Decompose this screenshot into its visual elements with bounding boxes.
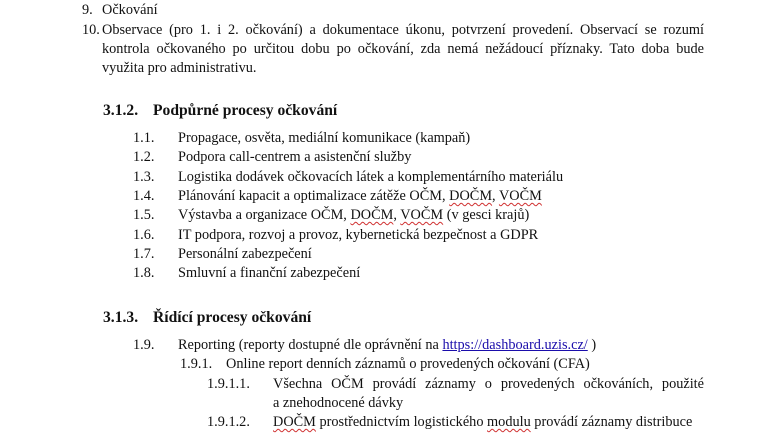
item-number: 1.8. [133, 265, 155, 281]
item-text [178, 187, 542, 206]
item-text: Smluvní a finanční zabezpečení [178, 265, 361, 281]
dashboard-link[interactable]: https://dashboard.uzis.cz/ [442, 337, 588, 353]
item-text: Podpora call-centrem a asistenční služby [178, 149, 412, 165]
subsubitem-number: 1.9.1.1. [207, 376, 250, 392]
item-number: 1.3. [133, 169, 155, 185]
spellcheck-word[interactable]: modulu [487, 414, 531, 430]
subsubitem-text: a znehodnocené dávky [273, 395, 404, 411]
item-text: Personální zabezpečení [178, 246, 312, 262]
text-run: (v gesci krajů) [443, 207, 530, 223]
spellcheck-word[interactable]: VOČM [400, 207, 444, 223]
text-run: provádí záznamy distribuce [530, 414, 693, 430]
text-run: ) [587, 337, 597, 353]
list-item-9-text: Očkování [102, 2, 158, 18]
subsubitem-number: 1.9.1.2. [207, 414, 250, 430]
spellcheck-word[interactable]: DOČM [273, 414, 316, 430]
item-number: 1.1. [133, 130, 155, 146]
item-text [178, 206, 529, 225]
item-text: IT podpora, rozvoj a provoz, kybernetická bezpečnost a GDPR [178, 227, 539, 243]
item-number: 1.4. [133, 188, 155, 204]
text-run: , [492, 188, 499, 204]
section-heading-title: Podpůrné procesy očkování [153, 102, 338, 119]
item-text: Propagace, osvěta, mediální komunikace (kampaň) [178, 130, 471, 146]
text-run: , [393, 207, 401, 223]
list-item-10-line: kontrola očkovaného po určitou dobu po očkování, zda nemá nežádoucí příznaky. Tato doba bude [102, 41, 704, 57]
item-number: 1.6. [133, 227, 155, 243]
list-number: 10. [82, 22, 100, 38]
spellcheck-word[interactable]: DOČM [449, 188, 493, 204]
section-heading-number: 3.1.2. [103, 102, 139, 119]
list-item-10-line: využita pro administrativu. [102, 60, 257, 76]
spellcheck-word[interactable]: VOČM [498, 188, 542, 204]
subitem-text: Online report denních záznamů o provedených očkování (CFA) [226, 356, 590, 372]
list-item-10-line: Observace (pro 1. i 2. očkování) a dokumentace úkonu, potvrzení provedení. Observací se rozumí [102, 22, 704, 38]
text-run: Plánování kapacit a optimalizace zátěže OČM, [178, 188, 450, 204]
section-heading-title: Řídící procesy očkování [153, 309, 312, 326]
item-text [178, 336, 596, 355]
text-run: prostřednictvím logistického [315, 414, 488, 430]
text-run: Reporting (reporty dostupné dle oprávnění na [178, 337, 443, 353]
item-number: 1.5. [133, 207, 155, 223]
text-run: Výstavba a organizace OČM, [178, 207, 351, 223]
item-number: 1.7. [133, 246, 155, 262]
item-number: 1.2. [133, 149, 155, 165]
subitem-number: 1.9.1. [180, 356, 213, 372]
item-number: 1.9. [133, 337, 155, 353]
subsubitem-text: Všechna OČM provádí záznamy o provedených očkováních, použité [273, 376, 704, 392]
list-number: 9. [82, 2, 93, 18]
subsubitem-text [273, 413, 692, 432]
spellcheck-word[interactable]: DOČM [350, 207, 394, 223]
list-item-9 [82, 1, 93, 20]
section-heading-number: 3.1.3. [103, 309, 139, 326]
item-text: Logistika dodávek očkovacích látek a komplementárního materiálu [178, 169, 564, 185]
